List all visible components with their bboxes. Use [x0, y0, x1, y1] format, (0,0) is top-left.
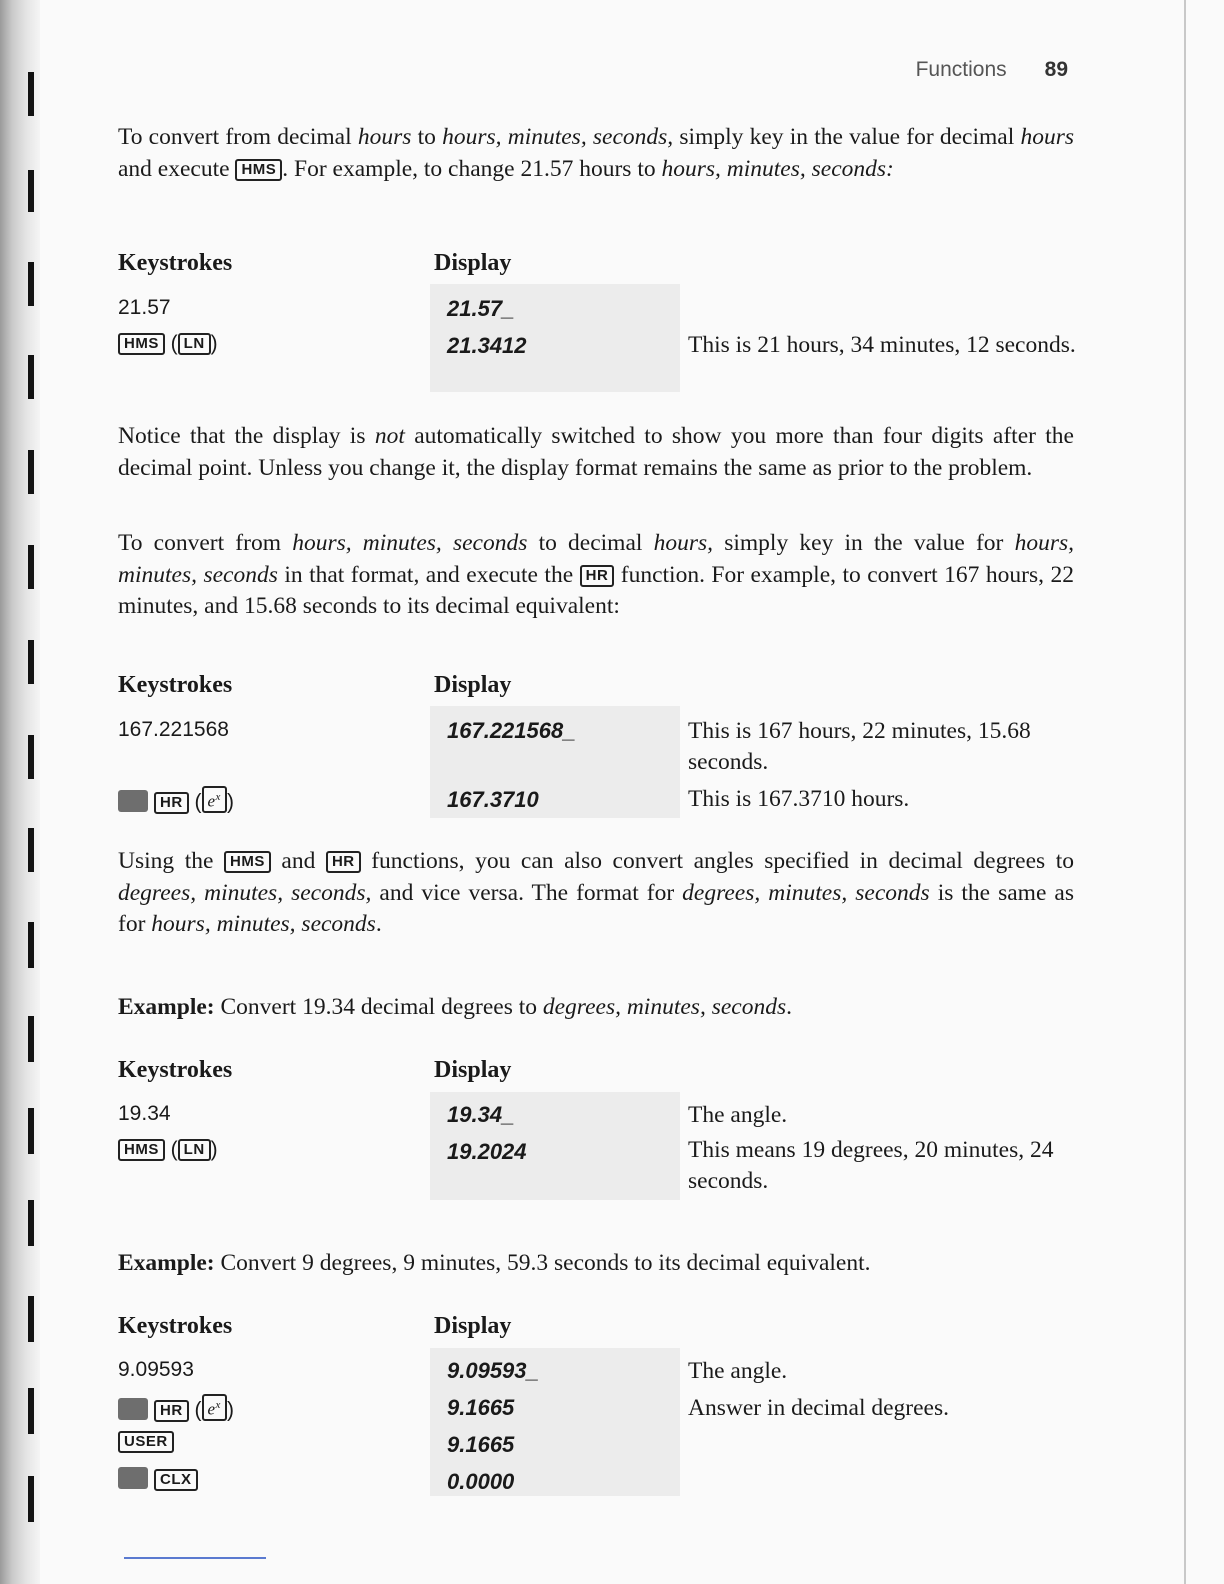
binding-mark: [28, 355, 34, 399]
binding-mark: [28, 735, 34, 779]
display-note: This is 21 hours, 34 minutes, 12 seconds.: [688, 332, 1076, 358]
display-note: Answer in decimal degrees.: [688, 1395, 950, 1421]
keystroke-entry: 21.57: [118, 296, 171, 319]
ex-key: $e^x$: [202, 786, 227, 813]
binding-mark: [28, 1296, 34, 1342]
binding-mark: [28, 1016, 34, 1062]
display-value: 167.221568_: [447, 718, 576, 743]
display-header: Display: [434, 250, 512, 276]
binding-mark: [28, 1476, 34, 1522]
keystroke-entry: 167.221568: [118, 718, 229, 741]
binding-mark: [28, 262, 34, 306]
footer-rule: [124, 1557, 266, 1559]
binding-mark: [28, 1200, 34, 1246]
display-value: 21.3412: [447, 333, 527, 358]
display-note: This is 167 hours, 22 minutes, 15.68 seconds.: [688, 718, 1031, 775]
ex-key: $e^x$: [202, 1394, 227, 1421]
ln-key: LN: [178, 1139, 211, 1161]
hr-key: HR: [326, 851, 361, 873]
hms-key: HMS: [235, 159, 282, 181]
hr-key: HR: [154, 792, 189, 814]
binding-mark: [28, 1108, 34, 1154]
keystrokes-header: Keystrokes: [118, 672, 233, 698]
keystroke-entry: HMS ( LN ): [118, 332, 218, 356]
shift-key: [118, 790, 148, 812]
keystrokes-header: Keystrokes: [118, 1057, 233, 1083]
display-note: The angle.: [688, 1358, 788, 1384]
example-heading: Example: Convert 19.34 decimal degrees to degrees, minutes, seconds.: [118, 994, 792, 1020]
keystroke-entry: HMS ( LN ): [118, 1138, 218, 1162]
display-note: The angle.: [688, 1102, 788, 1128]
keystrokes-header: Keystrokes: [118, 1313, 233, 1339]
keystroke-entry: HR ( $e^x$ ): [118, 786, 234, 815]
display-value: 21.57_: [447, 296, 515, 321]
binding-mark: [28, 170, 34, 212]
shift-key: [118, 1467, 148, 1489]
keystroke-entry: HR ( $e^x$ ): [118, 1394, 234, 1423]
display-note: This means 19 degrees, 20 minutes, 24 seconds.: [688, 1137, 1054, 1194]
keystroke-entry: [118, 1430, 174, 1454]
binding-mark: [28, 828, 34, 872]
binding-mark: [28, 640, 34, 684]
display-value: 9.1665: [447, 1395, 515, 1420]
hms-key: HMS: [224, 851, 271, 873]
book-binding-edge: [0, 0, 40, 1584]
display-value: 9.09593_: [447, 1358, 539, 1383]
page-edge: [1184, 0, 1186, 1584]
keystroke-entry: [118, 1467, 198, 1492]
display-value: 9.1665: [447, 1432, 515, 1457]
binding-mark: [28, 450, 34, 494]
binding-mark: [28, 72, 34, 116]
shift-key: [118, 1398, 148, 1420]
display-note: This is 167.3710 hours.: [688, 786, 910, 812]
binding-mark: [28, 545, 34, 589]
display-header: Display: [434, 1313, 512, 1339]
user-key: USER: [118, 1431, 174, 1453]
section-title: Functions: [915, 58, 1007, 81]
paragraph-hms-intro: To convert from decimal hours to hours, minutes, seconds, simply key in the value for decimal hours and execute HMS . For example, to change 21.57 hours to hours, minutes, seconds:: [118, 124, 1074, 182]
keystroke-entry: 19.34: [118, 1102, 171, 1125]
paragraph-angles: Using the HMS and HR functions, you can also convert angles specified in decimal degrees to degrees, minutes, seconds, and vice versa. The format for degrees, minutes, seconds is the same as for hours, minutes, seconds.: [118, 848, 1075, 937]
page-number: 89: [1044, 58, 1068, 81]
display-value: 19.2024: [447, 1139, 527, 1164]
display-header: Display: [434, 1057, 512, 1083]
hms-key: HMS: [118, 333, 165, 355]
keystrokes-header: Keystrokes: [118, 250, 233, 276]
hms-key: HMS: [118, 1139, 165, 1161]
display-value: 0.0000: [447, 1469, 515, 1494]
paragraph-display-format: Notice that the display is not automatically switched to show you more than four digits after the decimal point. Unless you change it, the display format remains the same as prior to the problem.: [118, 423, 1074, 481]
binding-mark: [28, 1388, 34, 1434]
clx-key: CLX: [154, 1469, 198, 1491]
binding-mark: [28, 922, 34, 968]
ln-key: LN: [178, 333, 211, 355]
display-value: 19.34_: [447, 1102, 515, 1127]
keystroke-entry: 9.09593: [118, 1358, 194, 1381]
page-header: [916, 58, 1068, 82]
display-header: Display: [434, 672, 512, 698]
example-heading: Example: Convert 9 degrees, 9 minutes, 59.3 seconds to its decimal equivalent.: [118, 1250, 871, 1276]
paragraph-hr-intro: To convert from hours, minutes, seconds to decimal hours, simply key in the value for hours, minutes, seconds in that format, and execute the HR function. For example, to convert 167 hours, 22 minutes, and 15.68 seconds to its decimal equivalent:: [118, 530, 1074, 619]
hr-key: HR: [154, 1400, 189, 1422]
hr-key: HR: [580, 565, 615, 587]
display-value: 167.3710: [447, 787, 539, 812]
